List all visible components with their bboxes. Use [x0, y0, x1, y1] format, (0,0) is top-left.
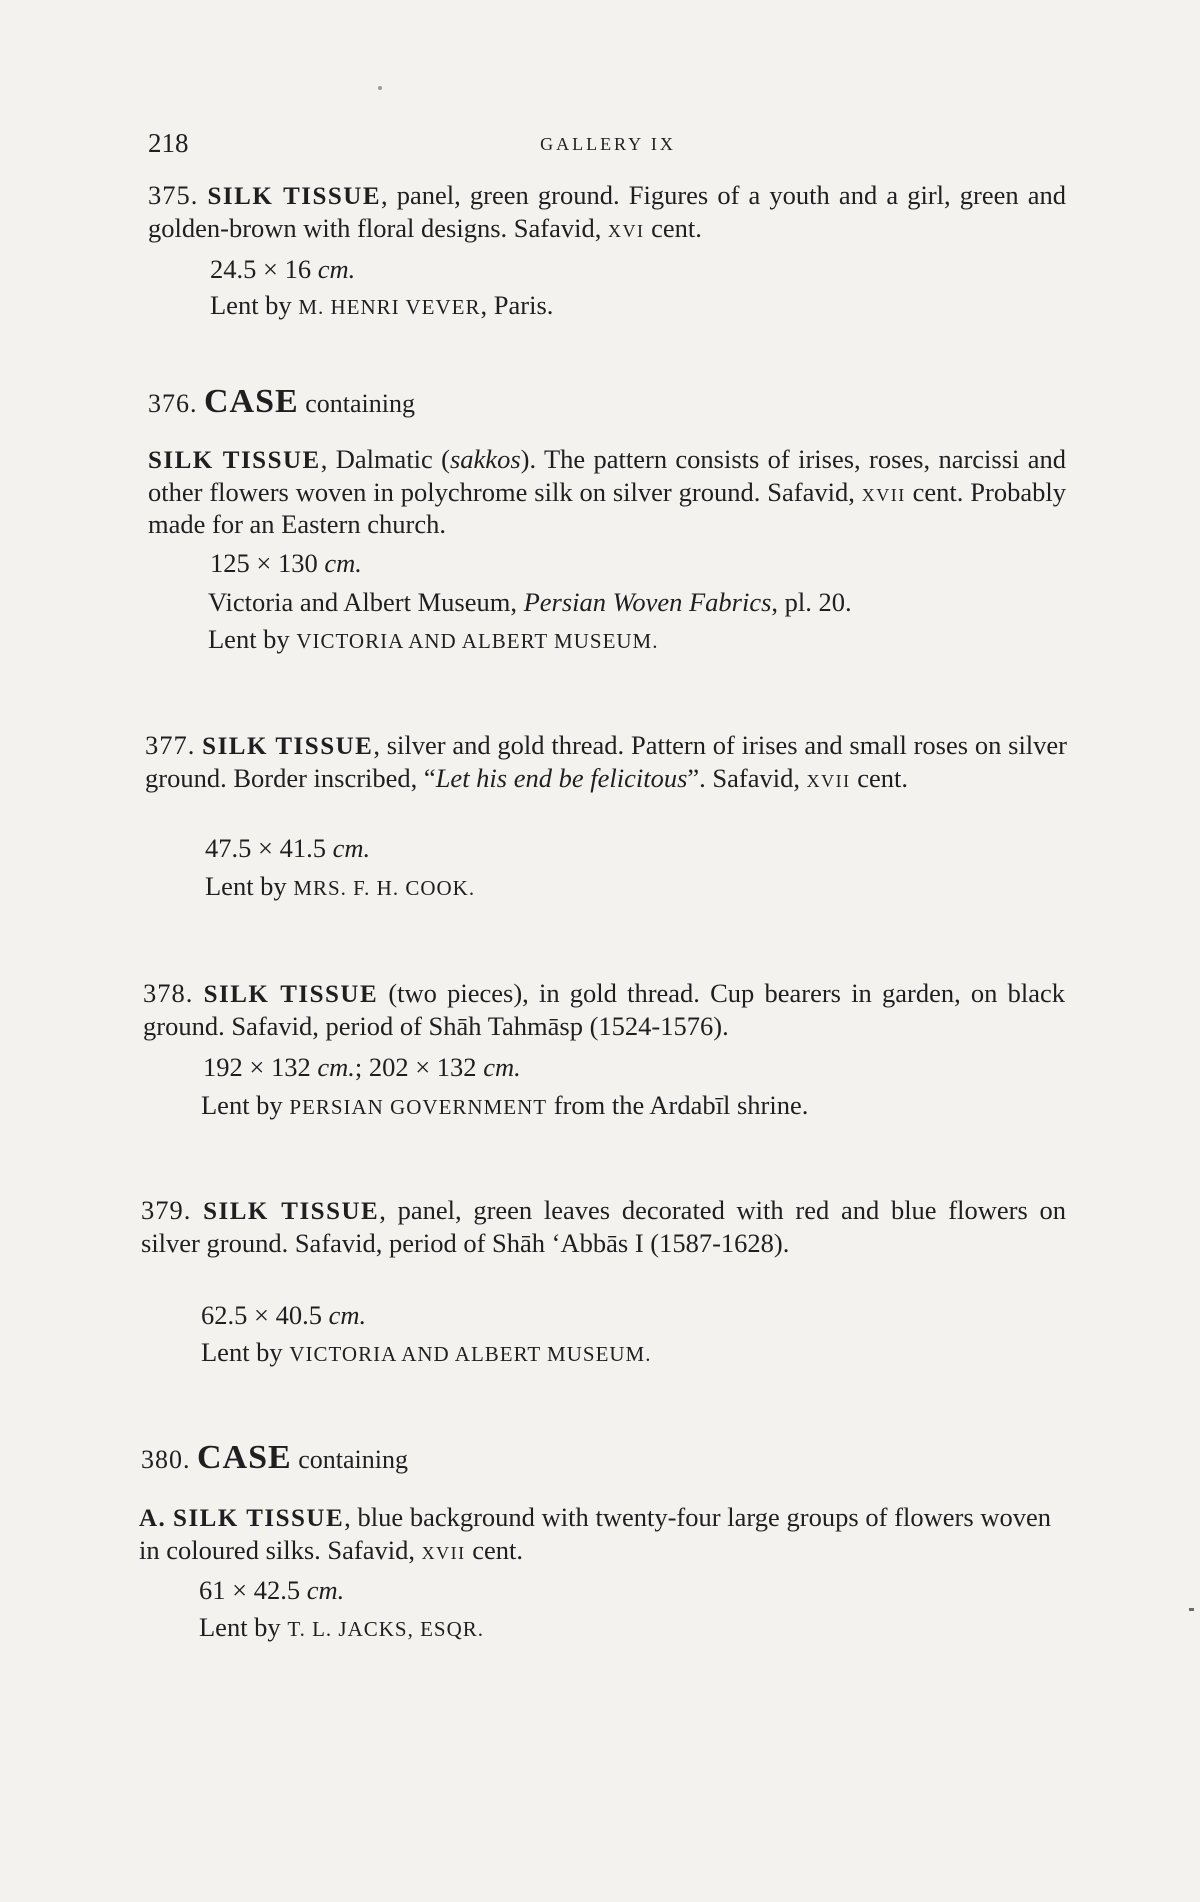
lent-prefix: Lent by: [210, 290, 299, 320]
entry-376-reference: [208, 587, 852, 617]
entry-375-text: [148, 180, 1066, 245]
dimensions-unit: cm.: [317, 254, 356, 284]
entry-period-suffix: cent. Probably made for an Eastern church.: [148, 476, 1066, 539]
entry-375-lender: [210, 290, 553, 322]
dimensions-value: 47.5 × 41.5: [205, 833, 326, 863]
page-header: [148, 128, 1068, 162]
dimensions-unit: cm.: [306, 1575, 345, 1605]
entry-378-lender: [201, 1090, 808, 1122]
entry-376-dimensions: [210, 548, 362, 578]
entry-number: 377.: [145, 730, 196, 760]
entry-description: , silver and gold thread. Pattern of irises and small roses on silver ground. Border inscribed, “: [145, 730, 1068, 793]
page-number: 218: [148, 128, 189, 158]
dimensions-separator: ;: [354, 1052, 369, 1082]
lent-prefix: Lent by: [201, 1090, 290, 1120]
case-suffix: containing: [298, 389, 415, 418]
dimensions-unit-2: cm.: [483, 1052, 521, 1082]
entry-379-dimensions: [201, 1300, 366, 1330]
dimensions-value: 24.5 × 16: [210, 254, 312, 284]
dimensions-unit: cm.: [317, 1052, 355, 1082]
dimensions-value: 192 × 132: [203, 1052, 311, 1082]
entry-title: SILK TISSUE: [207, 183, 382, 210]
case-title: CASE: [204, 383, 299, 420]
dimensions-unit: cm.: [328, 1300, 367, 1330]
entry-379-text: [141, 1195, 1066, 1258]
entry-377-lender: [205, 871, 475, 903]
entry-380-lender: [199, 1612, 484, 1644]
entry-period: xvi: [608, 215, 645, 243]
running-title: GALLERY IX: [540, 134, 676, 154]
dimensions-unit: cm.: [324, 548, 362, 578]
dimensions-value: 61 × 42.5: [199, 1575, 301, 1605]
lent-prefix: Lent by: [205, 871, 294, 901]
entry-period: xvii: [421, 1537, 466, 1565]
entry-period-suffix: cent.: [850, 762, 909, 793]
paper-speck: [378, 86, 382, 90]
dimensions-unit: cm.: [332, 833, 371, 863]
entry-380-heading: [141, 1440, 408, 1478]
entry-376-text: [148, 444, 1066, 540]
edge-mark: [1189, 1608, 1194, 1611]
entry-number: 375.: [148, 180, 199, 210]
lent-prefix: Lent by: [199, 1612, 288, 1642]
lent-suffix: , Paris.: [480, 290, 554, 320]
case-suffix: containing: [291, 1445, 408, 1474]
reference-plate: , pl. 20.: [771, 587, 852, 617]
lent-suffix: from the Ardabīl shrine.: [547, 1090, 809, 1120]
item-description: , blue background with twenty-four large groups of flowers woven in coloured silks. Safavid,: [139, 1502, 1051, 1565]
dimensions-value: 62.5 × 40.5: [201, 1300, 322, 1330]
lent-prefix: Lent by: [208, 624, 297, 654]
item-description: , Dalmatic (: [320, 444, 450, 474]
entry-number: 380.: [141, 1445, 191, 1474]
entry-number: 379.: [141, 1195, 192, 1225]
item-label: A.: [139, 1505, 167, 1532]
entry-period: xvii: [806, 765, 851, 793]
item-description-cont: ). The pattern consists of irises, roses, narcissi and other flowers woven in polychrome silk on silver ground. Safavid,: [148, 444, 1066, 507]
entry-title: SILK TISSUE: [202, 733, 374, 760]
entry-380-dimensions: [199, 1575, 344, 1605]
entry-377-text: [145, 730, 1067, 795]
dimensions-value-2: 202 × 132: [368, 1052, 477, 1082]
case-title: CASE: [197, 1439, 292, 1476]
entry-title: SILK TISSUE: [203, 1198, 380, 1225]
entry-375-dimensions: [210, 254, 355, 284]
entry-380-text: [139, 1502, 1051, 1567]
entry-period-suffix: cent.: [644, 212, 702, 243]
dimensions-value: 125 × 130: [210, 548, 318, 578]
entry-description: , panel, green ground. Figures of a youth and a girl, green and golden-brown with floral designs. Safavid,: [148, 180, 1066, 243]
item-title: SILK TISSUE: [173, 1505, 345, 1532]
lender-name: MRS. F. H. COOK.: [293, 876, 476, 900]
entry-number: 376.: [148, 389, 198, 418]
entry-376-lender: [208, 624, 658, 656]
lender-name: VICTORIA AND ALBERT MUSEUM.: [289, 1342, 652, 1366]
entry-378-dimensions: [203, 1052, 521, 1082]
lender-name: VICTORIA AND ALBERT MUSEUM.: [296, 629, 659, 653]
lender-name: T. L. JACKS, ESQR.: [287, 1617, 485, 1641]
entry-number: 378.: [143, 978, 194, 1008]
lent-prefix: Lent by: [201, 1337, 290, 1367]
entry-description: , panel, green leaves decorated with red and blue flowers on silver ground. Safavid, period of Shāh ‘Abbās I (1587-1628).: [141, 1195, 1067, 1258]
entry-378-text: [143, 978, 1065, 1041]
inscription-text: Let his end be felicitous: [435, 762, 688, 793]
entry-description-cont: ”. Safavid,: [687, 762, 807, 793]
reference-text: Victoria and Albert Museum,: [208, 587, 524, 617]
entry-377-dimensions: [205, 833, 370, 863]
lender-name: PERSIAN GOVERNMENT: [289, 1095, 548, 1119]
entry-379-lender: [201, 1337, 651, 1369]
reference-title: Persian Woven Fabrics: [523, 587, 772, 617]
entry-period: xvii: [861, 479, 906, 507]
entry-title: SILK TISSUE: [203, 981, 379, 1008]
entry-description: (two pieces), in gold thread. Cup bearers in garden, on black ground. Safavid, period of Shāh Tahmāsp (1524-1576).: [143, 978, 1066, 1041]
entry-period-suffix: cent.: [465, 1534, 524, 1565]
item-term: sakkos: [449, 444, 521, 474]
entry-376-heading: [148, 384, 415, 422]
item-title: SILK TISSUE: [148, 447, 321, 474]
lender-name: M. HENRI VEVER: [298, 295, 481, 319]
